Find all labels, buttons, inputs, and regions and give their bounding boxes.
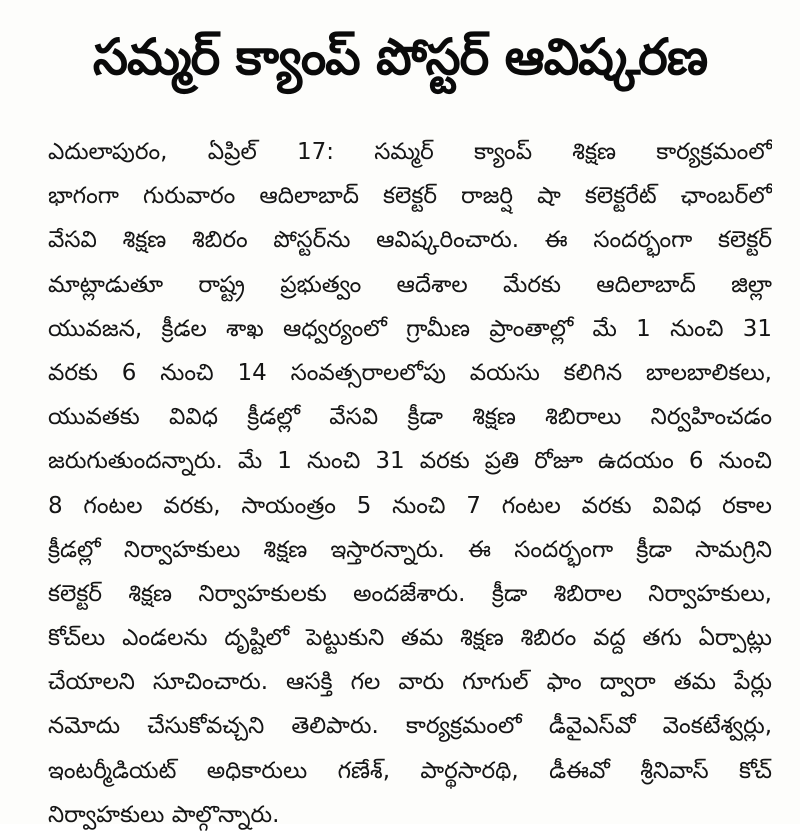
article-line: వేసవి శిక్షణ శిబిరం పోస్టర్‌ను ఆవిష్కరించారు. ఈ సందర్భంగా కలెక్టర్ bbox=[48, 227, 772, 254]
article-line: కలెక్టర్ శిక్షణ నిర్వాహకులకు అందజేశారు. క్రీడా శిబిరాల నిర్వాహకులు, bbox=[48, 580, 772, 607]
article-line: క్రీడల్లో నిర్వాహకులు శిక్షణ ఇస్తారన్నారు. ఈ సందర్భంగా క్రీడా సామగ్రిని bbox=[48, 536, 772, 563]
article-line: జరుగుతుందన్నారు. మే 1 నుంచి 31 వరకు ప్రతి రోజూ ఉదయం 6 నుంచి bbox=[48, 448, 772, 475]
article-line: ఇంటర్మీడియట్ అధికారులు గణేశ్, పార్థసారథి, డీఈవో శ్రీనివాస్ కోచ్ bbox=[48, 757, 772, 784]
article-body bbox=[48, 130, 772, 837]
article-line: యువతకు వివిధ క్రీడల్లో వేసవి క్రీడా శిక్షణ శిబిరాలు నిర్వహించడం bbox=[48, 404, 772, 431]
article-line: వరకు 6 నుంచి 14 సంవత్సరాలలోపు వయసు కలిగిన బాలబాలికలు, bbox=[48, 359, 772, 386]
article-line: ఎదులాపురం, ఏప్రిల్ 17: సమ్మర్ క్యాంప్ శిక్షణ కార్యక్రమంలో bbox=[48, 139, 772, 165]
article-line: యువజన, క్రీడల శాఖ ఆధ్వర్యంలో గ్రామీణ ప్రాంతాల్లో మే 1 నుంచి 31 bbox=[48, 315, 772, 342]
article-line: భాగంగా గురువారం ఆదిలాబాద్ కలెక్టర్ రాజర్షి షా కలెక్టరేట్ ఛాంబర్‌లో bbox=[48, 183, 772, 210]
article-line: నమోదు చేసుకోవచ్చని తెలిపారు. కార్యక్రమంలో డీవైఎస్‌వో వెంకటేశ్వర్లు, bbox=[48, 713, 772, 740]
article-line: కోచ్‌లు ఎండలను దృష్టిలో పెట్టుకుని తమ శిక్షణ శిబిరం వద్ద తగు ఏర్పాట్లు bbox=[48, 625, 772, 652]
article-line: మాట్లాడుతూ రాష్ట్ర ప్రభుత్వం ఆదేశాల మేరకు ఆదిలాబాద్ జిల్లా bbox=[48, 271, 772, 298]
article-line: నిర్వాహకులు పాల్గొన్నారు. bbox=[48, 801, 280, 828]
article-line: చేయాలని సూచించారు. ఆసక్తి గల వారు గూగుల్ ఫాం ద్వారా తమ పేర్లు bbox=[48, 669, 772, 696]
article-line: 8 గంటల వరకు, సాయంత్రం 5 నుంచి 7 గంటల వరకు వివిధ రకాల bbox=[48, 492, 772, 519]
headline: సమ్మర్ క్యాంప్ పోస్టర్ ఆవిష్కరణ bbox=[92, 28, 708, 86]
